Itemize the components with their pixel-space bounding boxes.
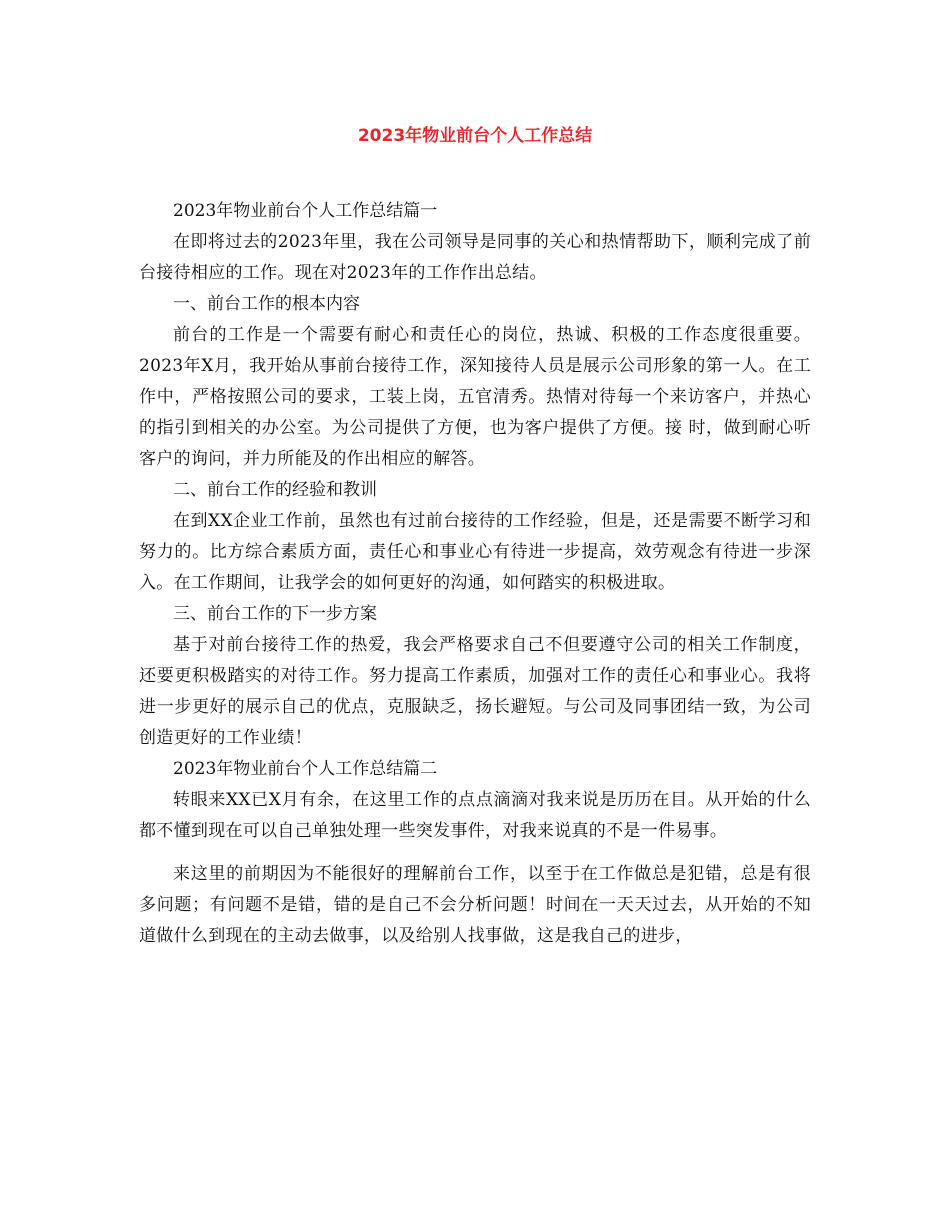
section-heading-basic-content: 一、前台工作的根本内容	[173, 294, 360, 314]
section-heading-experience: 二、前台工作的经验和教训	[173, 480, 377, 500]
paragraph-gap	[139, 847, 811, 859]
section-heading-part-two: 2023年物业前台个人工作总结篇二	[173, 759, 438, 779]
paragraph-part-two-intro: 转眼来XX已X月有余，在这里工作的点点滴滴对我来说是历历在目。从开始的什么都不懂到现在可以自己单独处理一些突发事件，对我来说真的不是一件易事。	[139, 790, 811, 841]
paragraph-intro: 在即将过去的2023年里，我在公司领导是同事的关心和热情帮助下，顺利完成了前台接待相应的工作。现在对2023年的工作作出总结。	[139, 232, 811, 283]
document-title: 2023年物业前台个人工作总结	[357, 126, 593, 146]
document-body	[139, 196, 811, 952]
paragraph-basic-content: 前台的工作是一个需要有耐心和责任心的岗位，热诚、积极的工作态度很重要。2023年X月，我开始从事前台接待工作，深知接待人员是展示公司形象的第一人。在工作中，严格按照公司的要求，工装上岗，五官清秀。热情对待每一个来访客户，并热心的指引到相关的办公室。为公司提供了方便，也为客户提供了方便。接 时，做到耐心听客户的询问，并力所能及的作出相应的解答。	[139, 325, 811, 469]
section-heading-next-plan: 三、前台工作的下一步方案	[173, 604, 377, 624]
paragraph-experience: 在到XX企业工作前，虽然也有过前台接待的工作经验，但是，还是需要不断学习和努力的。比方综合素质方面，责任心和事业心有待进一步提高，效劳观念有待进一步深入。在工作期间，让我学会的如何更好的沟通，如何踏实的积极进取。	[139, 511, 811, 593]
paragraph-next-plan: 基于对前台接待工作的热爱，我会严格要求自己不但要遵守公司的相关工作制度，还要更积极踏实的对待工作。努力提高工作素质，加强对工作的责任心和事业心。我将进一步更好的展示自己的优点，克服缺乏，扬长避短。与公司及同事团结一致，为公司创造更好的工作业绩！	[139, 635, 811, 748]
section-heading-part-one: 2023年物业前台个人工作总结篇一	[173, 201, 438, 221]
paragraph-part-two-body: 来这里的前期因为不能很好的理解前台工作，以至于在工作做总是犯错，总是有很多问题；有问题不是错，错的是自己不会分析问题！时间在一天天过去，从开始的不知道做什么到现在的主动去做事，以及给别人找事做，这是我自己的进步，	[139, 864, 811, 946]
